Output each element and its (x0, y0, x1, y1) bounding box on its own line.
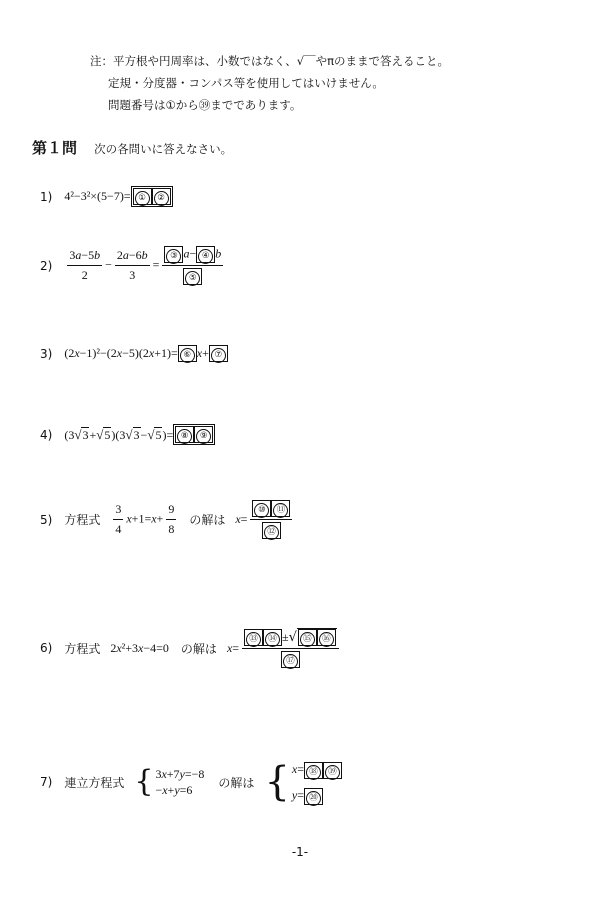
problem-number: 1) (40, 189, 53, 204)
answer-box-20[interactable]: ⑳ (304, 788, 323, 805)
expression: (3 √ 3 + √ 5 )(3 √ 3 − √ 5 )= (64, 426, 174, 442)
answer-box-1[interactable]: ① (133, 188, 152, 205)
solution-label: の解は (218, 775, 255, 790)
expression: $\frac{3a-5b}{2}$ − $\frac{2a-6b}{3}$ = (69, 248, 160, 282)
answer-box-19[interactable]: ⑲ (323, 762, 342, 779)
answer-box-8[interactable]: ⑧ (175, 426, 194, 443)
problem-label: 方程式 (64, 641, 101, 656)
problem-4 (40, 424, 215, 445)
answer-box-6[interactable]: ⑥ (178, 345, 197, 362)
answer-box-9[interactable]: ⑨ (194, 426, 213, 443)
problem-number: 7) (40, 775, 53, 789)
answer-box-group (131, 186, 173, 207)
problem-1 (40, 186, 173, 207)
problem-2 (40, 246, 226, 285)
answer-box-17[interactable]: ⑰ (281, 651, 300, 668)
problem-5: 5) 方程式 $\frac{3}{4}$ x+1=x+ $\frac{9}{8}$ の解は x= ⑩ ⑪ ⑫ (40, 500, 295, 539)
answer-box-group (173, 424, 215, 445)
page-number: -1- (291, 845, 309, 859)
answer-box-18[interactable]: ⑱ (304, 762, 323, 779)
solution-label: の解は (189, 513, 226, 527)
section-title: 第１問 (32, 139, 78, 157)
answer-box-11[interactable]: ⑪ (271, 500, 290, 517)
note-2: 定規・分度器・コンパス等を使用してはいけません。 (108, 76, 384, 90)
problem-number: 4) (40, 427, 53, 442)
answer-box-7[interactable]: ⑦ (209, 345, 228, 362)
answer-box-12[interactable]: ⑫ (262, 522, 281, 539)
note-1: 注：平方根や円周率は、小数ではなく、√￣やπのままで答えること。 (90, 54, 450, 68)
answer-fraction: $\frac{\text{③ a− ④ b}}{\text{⑤}}$ (162, 246, 223, 285)
answer-box-5[interactable]: ⑤ (183, 268, 202, 285)
expression: 2x²+3x−4=0 (110, 640, 169, 655)
notes (90, 50, 449, 116)
expression: (2x−1)²−(2x−5)(2x+1)= (64, 346, 178, 360)
problem-number: 2) (40, 258, 53, 273)
problem-number: 3) (40, 346, 53, 361)
problem-label: 方程式 (64, 513, 101, 527)
problem-number: 5) (40, 512, 53, 527)
answer-box-15[interactable]: ⑮ (298, 629, 317, 646)
section-instruction: 次の各問いに答えなさい。 (94, 142, 233, 156)
problem-7 (40, 756, 342, 808)
answer-box-10[interactable]: ⑩ (252, 500, 271, 517)
answer-system: { x= ⑱ ⑲ y= ⑳ (264, 756, 342, 808)
expression: 4²−3²×(5−7)= (64, 189, 131, 203)
answer-box-4[interactable]: ④ (196, 246, 215, 263)
answer-fraction: ⑬ ⑭ ± √ ⑮ ⑯ ⑰ (242, 628, 339, 668)
problem-number: 6) (40, 641, 53, 655)
answer-box-13[interactable]: ⑬ (244, 629, 263, 646)
answer-box-14[interactable]: ⑭ (263, 629, 282, 646)
problem-label: 連立方程式 (64, 775, 125, 790)
problem-3: 3) (2x−1)²−(2x−5)(2x+1)= ⑥ x+ ⑦ (40, 345, 228, 362)
answer-box-3[interactable]: ③ (164, 246, 183, 263)
equation-system: { 3x+7y=−8 −x+y=6 (134, 764, 205, 799)
answer-fraction (250, 500, 292, 539)
answer-box-2[interactable]: ② (152, 188, 171, 205)
expression: $\frac{3}{4}$ x+1=x+ $\frac{9}{8}$ (115, 502, 175, 536)
solution-label: の解は (180, 641, 217, 656)
answer-box-16[interactable]: ⑯ (317, 629, 336, 646)
section-header (32, 137, 232, 158)
problem-6: 6) 方程式 2x²+3x−4=0 の解は x= ⑬ ⑭ ± √ ⑮ ⑯ ⑰ (40, 628, 342, 668)
note-3: 問題番号は①から㊴までであります。 (108, 98, 302, 112)
